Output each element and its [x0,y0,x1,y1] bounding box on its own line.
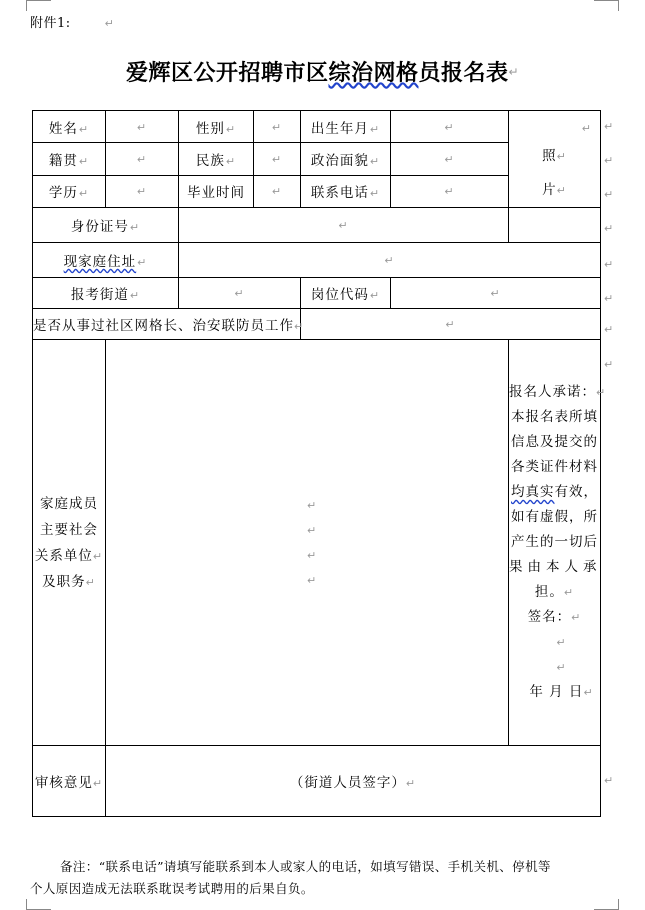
pilcrow-icon: ↵ [384,254,395,267]
label-id-number-text: 身份证号 [70,219,129,235]
label-phone [301,175,391,207]
label-family-line-2: 主要社会 [40,521,98,538]
pilcrow-icon: ↵ [307,498,318,512]
footnote-remark [30,856,615,900]
pilcrow-icon: ↵ [604,774,614,787]
pilcrow-icon: ↵ [234,287,245,300]
field-review-opinion-text: （街道人员签字） [289,775,406,791]
label-post-code-text: 岗位代码 [310,287,369,303]
pilcrow-icon: ↵ [294,320,305,333]
pilcrow-icon: ↵ [307,573,318,587]
pilcrow-icon: ↵ [129,221,141,234]
label-ethnicity-text: 民族 [195,152,225,169]
pilcrow-icon: ↵ [92,549,104,563]
label-education [33,175,106,207]
photo-box-filler [509,208,601,243]
pilcrow-icon: ↵ [444,152,455,166]
commitment-line-5: 均真实有效， [511,484,598,500]
pilcrow-icon: ↵ [490,287,501,300]
footnote-line-2: 个人原因造成无法联系耽误考试聘用的后果自负。 [30,881,314,896]
label-review-opinion [33,746,106,817]
table-row [33,243,601,278]
page-title-part-3: 员报名表 [418,61,509,86]
field-graduation-date[interactable] [254,175,301,207]
commitment-line-8: 果由本人承 [509,559,602,575]
label-name-text: 姓名 [48,120,78,137]
field-post-code[interactable] [391,278,601,309]
pilcrow-icon: ↵ [556,150,567,163]
label-family-relations [33,340,106,746]
pilcrow-icon: ↵ [369,289,381,302]
pilcrow-icon: ↵ [307,548,318,562]
label-gender [179,111,254,143]
label-id-number [33,208,179,243]
commitment-line-3: 信息及提交的 [511,434,598,450]
field-review-opinion[interactable] [106,746,601,817]
field-ethnicity[interactable] [254,143,301,175]
photo-label-line-2: 片 [542,182,557,198]
field-political-status[interactable] [391,143,509,175]
footnote-line-1: 备注：“联系电话”请填写能联系到本人或家人的电话，如填写错误、手机关机、停机等 [60,859,551,874]
field-gender[interactable] [254,111,301,143]
field-birth-date[interactable] [391,111,509,143]
pilcrow-icon: ↵ [571,611,582,624]
photo-label-line-1: 照 [542,148,557,164]
field-street[interactable] [179,278,301,309]
crop-mark-bottom-right [594,899,619,910]
commitment-date-line[interactable]: 年 月 日↵ [529,684,594,700]
pilcrow-icon: ↵ [369,187,381,201]
pilcrow-icon: ↵ [271,152,283,166]
commitment-blank-2 [509,655,600,680]
label-family-line-1: 家庭成员 [40,495,98,512]
pilcrow-icon: ↵ [563,586,575,599]
photo-box[interactable] [509,111,601,208]
field-phone[interactable] [391,175,509,207]
commitment-line-6: 如有虚假，所 [511,509,598,525]
pilcrow-icon: ↵ [129,289,141,302]
pilcrow-icon: ↵ [85,575,96,589]
page-title [0,56,645,87]
pilcrow-icon: ↵ [508,65,520,79]
commitment-line-1: 报名人承诺：↵ [509,384,607,400]
pilcrow-icon: ↵ [137,256,148,269]
label-post-code [301,278,391,309]
pilcrow-icon: ↵ [369,122,381,136]
pilcrow-icon: ↵ [604,323,614,336]
label-native-place-text: 籍贯 [48,152,78,169]
pilcrow-icon: ↵ [271,185,283,199]
table-row [33,746,601,817]
label-graduation-date [179,175,254,207]
crop-mark-top-left [26,0,51,11]
commitment-line-4: 各类证件材料 [511,459,598,475]
label-street [33,278,179,309]
label-political-status-text: 政治面貌 [310,152,369,169]
field-education[interactable] [106,175,179,207]
pilcrow-icon: ↵ [92,777,104,790]
label-education-text: 学历 [48,185,78,202]
crop-mark-top-right [594,0,619,11]
pilcrow-icon: ↵ [225,154,237,168]
table-row [33,208,601,243]
page-title-part-1: 爱辉区公开招聘市区 [125,61,329,86]
pilcrow-icon: ↵ [136,185,148,199]
field-home-address[interactable] [179,243,601,278]
pilcrow-icon: ↵ [596,386,607,399]
pilcrow-icon: ↵ [445,318,456,331]
pilcrow-icon: ↵ [136,152,148,166]
field-name[interactable] [106,111,179,143]
pilcrow-icon: ↵ [338,219,349,232]
pilcrow-icon: ↵ [307,523,318,537]
pilcrow-icon: ↵ [604,154,614,167]
pilcrow-icon: ↵ [604,188,614,201]
field-prior-experience[interactable] [301,309,601,340]
table-row [33,309,601,340]
pilcrow-icon: ↵ [556,636,567,649]
pilcrow-icon: ↵ [604,258,614,271]
commitment-signature-label[interactable]: 签名：↵ [527,609,582,625]
pilcrow-icon: ↵ [604,120,614,133]
pilcrow-icon: ↵ [78,154,90,168]
label-prior-experience-text: 是否从事过社区网格长、治安联防员工作 [33,318,294,334]
attachment-label-line [30,12,114,31]
label-birth-date [301,111,391,143]
pilcrow-icon: ↵ [556,184,567,197]
crop-mark-bottom-left [26,899,51,910]
pilcrow-icon: ↵ [556,661,567,674]
pilcrow-icon: ↵ [405,777,417,790]
pilcrow-icon: ↵ [444,120,455,134]
field-family-relations[interactable] [106,340,509,746]
pilcrow-icon: ↵ [604,292,614,305]
label-native-place [33,143,106,175]
pilcrow-icon: ↵ [78,122,90,136]
table-row [33,278,601,309]
pilcrow-icon: ↵ [369,154,381,168]
pilcrow-icon: ↵ [78,187,90,201]
attachment-label: 附件1: [30,16,71,31]
pilcrow-icon: ↵ [581,122,592,135]
label-graduation-date-text: 毕业时间 [187,185,245,202]
applicant-commitment-block [509,340,607,746]
pilcrow-icon: ↵ [225,122,237,136]
label-family-line-4: 及职务↵ [42,573,96,590]
label-review-opinion-text: 审核意见 [34,775,93,791]
label-birth-date-text: 出生年月 [310,120,369,137]
pilcrow-icon: ↵ [444,185,455,199]
label-prior-experience [33,309,305,340]
field-native-place[interactable] [106,143,179,175]
commitment-line-2: 本报名表所填 [511,409,598,425]
label-gender-text: 性别 [195,120,225,137]
registration-form-table [32,110,607,817]
page-title-part-2-misspelled: 综治网格 [328,61,419,86]
table-row [33,111,601,143]
commitment-line-9: 担。↵ [534,584,575,600]
label-home-address [33,243,179,278]
label-name [33,111,106,143]
field-id-number[interactable] [179,208,509,243]
pilcrow-icon: ↵ [136,120,148,134]
label-home-address-text: 现家庭住址 [63,254,137,270]
label-ethnicity [179,143,254,175]
label-political-status [301,143,391,175]
table-row [33,340,601,746]
label-phone-text: 联系电话 [310,185,369,202]
family-entry-lines [106,500,508,586]
pilcrow-icon: ↵ [104,17,115,30]
label-family-line-3: 关系单位↵ [34,547,104,564]
pilcrow-icon: ↵ [604,358,614,371]
commitment-blank-1 [509,630,600,655]
label-street-text: 报考街道 [70,287,129,303]
pilcrow-icon: ↵ [604,222,614,235]
pilcrow-icon: ↵ [271,120,283,134]
pilcrow-icon: ↵ [583,686,594,699]
commitment-line-7: 产生的一切后 [511,534,598,550]
